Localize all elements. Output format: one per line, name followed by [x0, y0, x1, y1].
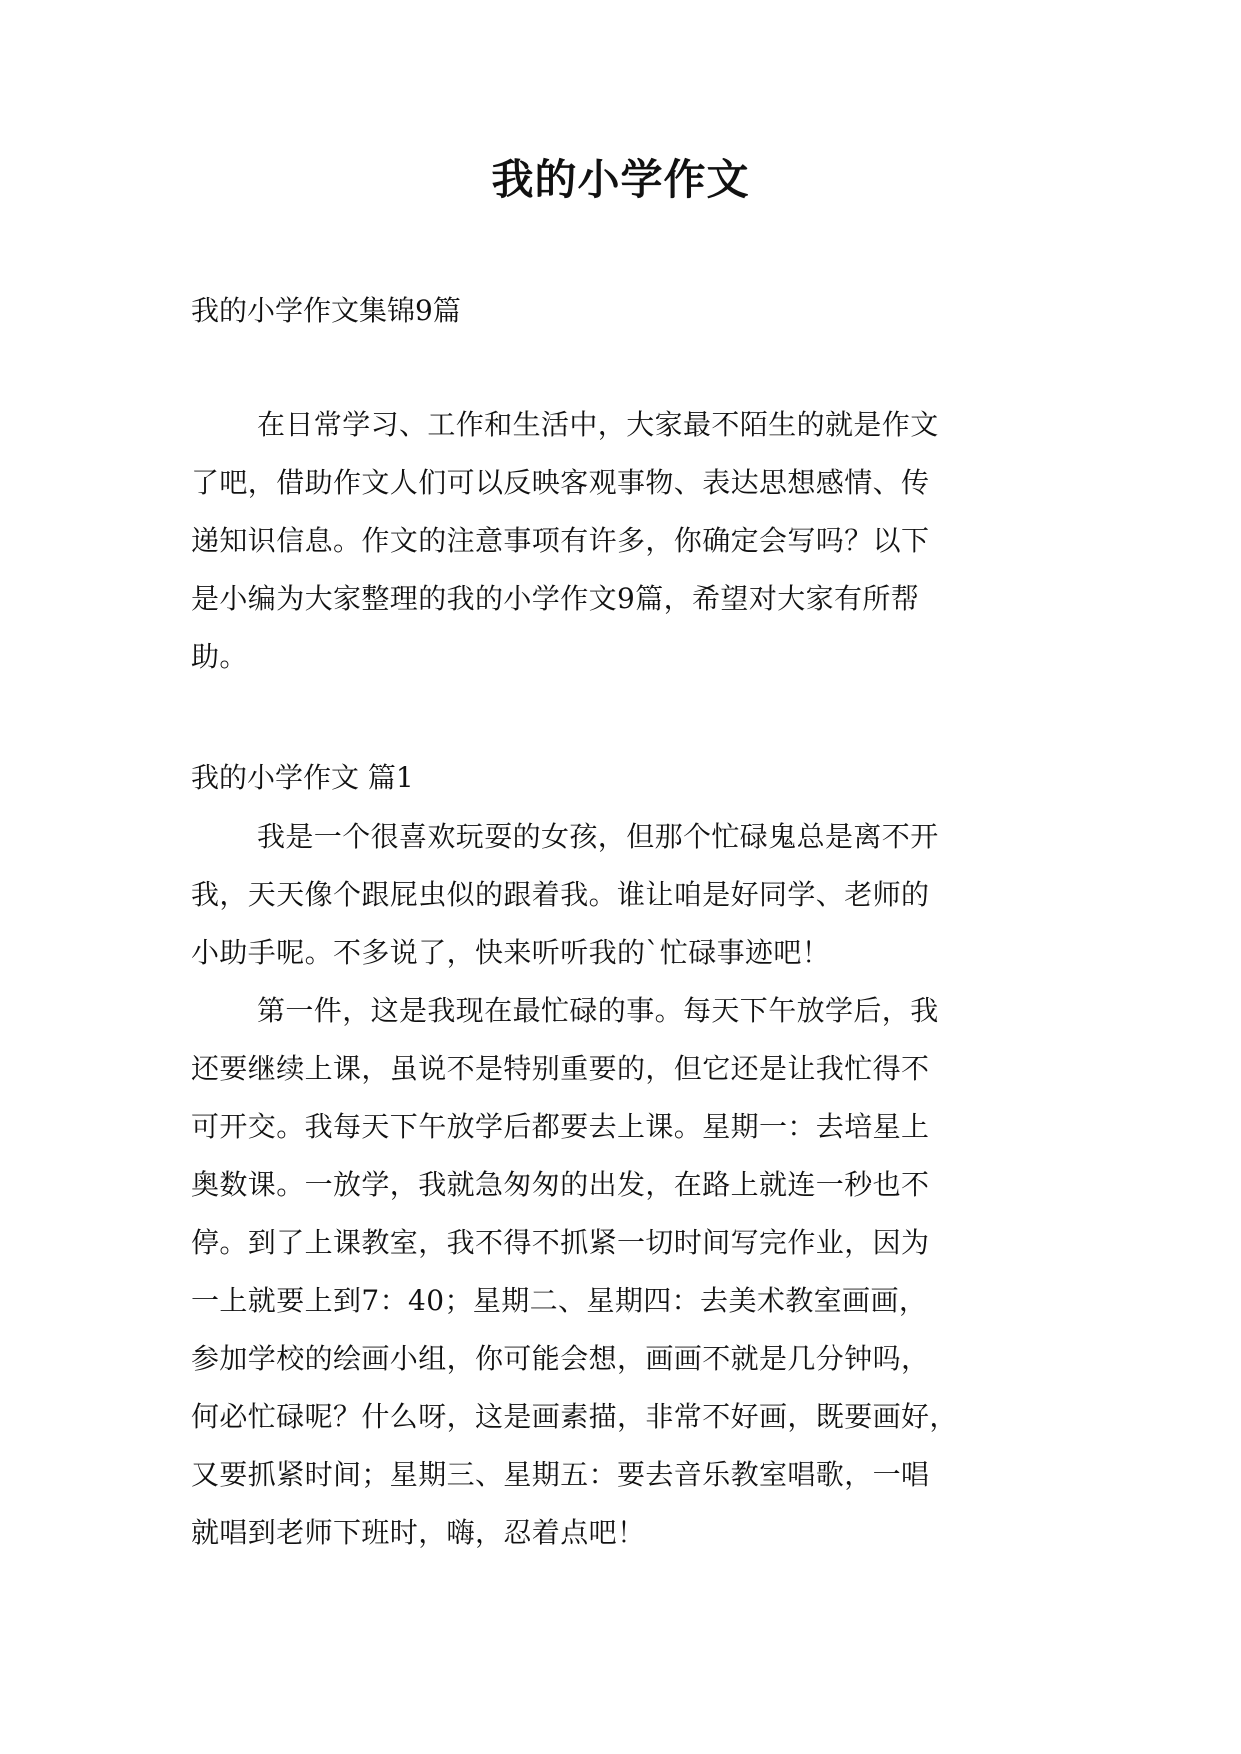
paragraph-line: 就唱到老师下班时，嗨，忍着点吧！	[191, 1516, 646, 1549]
intro-line: 助。	[191, 640, 248, 673]
paragraph-line: 一上就要上到7：40；星期二、星期四：去美术教室画画，	[191, 1284, 928, 1317]
paragraph-line: 又要抓紧时间；星期三、星期五：要去音乐教室唱歌，一唱	[191, 1458, 930, 1491]
essay-paragraph-1	[191, 808, 939, 982]
document-subtitle: 我的小学作文集锦9篇	[191, 294, 461, 327]
paragraph-line: 第一件，这是我现在最忙碌的事。每天下午放学后，我	[257, 994, 939, 1027]
intro-line: 在日常学习、工作和生活中，大家最不陌生的就是作文	[257, 408, 939, 441]
essay-paragraph-2	[191, 982, 958, 1562]
paragraph-line: 我，天天像个跟屁虫似的跟着我。谁让咱是好同学、老师的	[191, 878, 930, 911]
intro-line: 递知识信息。作文的注意事项有许多，你确定会写吗？以下	[191, 524, 930, 557]
paragraph-line: 参加学校的绘画小组，你可能会想，画画不就是几分钟吗，	[191, 1342, 930, 1375]
paragraph-line: 何必忙碌呢？什么呀，这是画素描，非常不好画，既要画好，	[191, 1400, 958, 1433]
paragraph-line: 小助手呢。不多说了，快来听听我的`忙碌事迹吧！	[191, 936, 831, 969]
paragraph-line: 我是一个很喜欢玩耍的女孩，但那个忙碌鬼总是离不开	[257, 820, 939, 853]
intro-paragraph	[191, 396, 939, 686]
section-heading: 我的小学作文 篇1	[191, 761, 414, 794]
paragraph-line: 可开交。我每天下午放学后都要去上课。星期一：去培星上	[191, 1110, 930, 1143]
paragraph-line: 奥数课。一放学，我就急匆匆的出发，在路上就连一秒也不	[191, 1168, 930, 1201]
paragraph-line: 还要继续上课，虽说不是特别重要的，但它还是让我忙得不	[191, 1052, 930, 1085]
intro-line: 是小编为大家整理的我的小学作文9篇，希望对大家有所帮	[191, 582, 920, 615]
intro-line: 了吧，借助作文人们可以反映客观事物、表达思想感情、传	[191, 466, 930, 499]
document-title: 我的小学作文	[491, 155, 750, 204]
paragraph-line: 停。到了上课教室，我不得不抓紧一切时间写完作业，因为	[191, 1226, 930, 1259]
